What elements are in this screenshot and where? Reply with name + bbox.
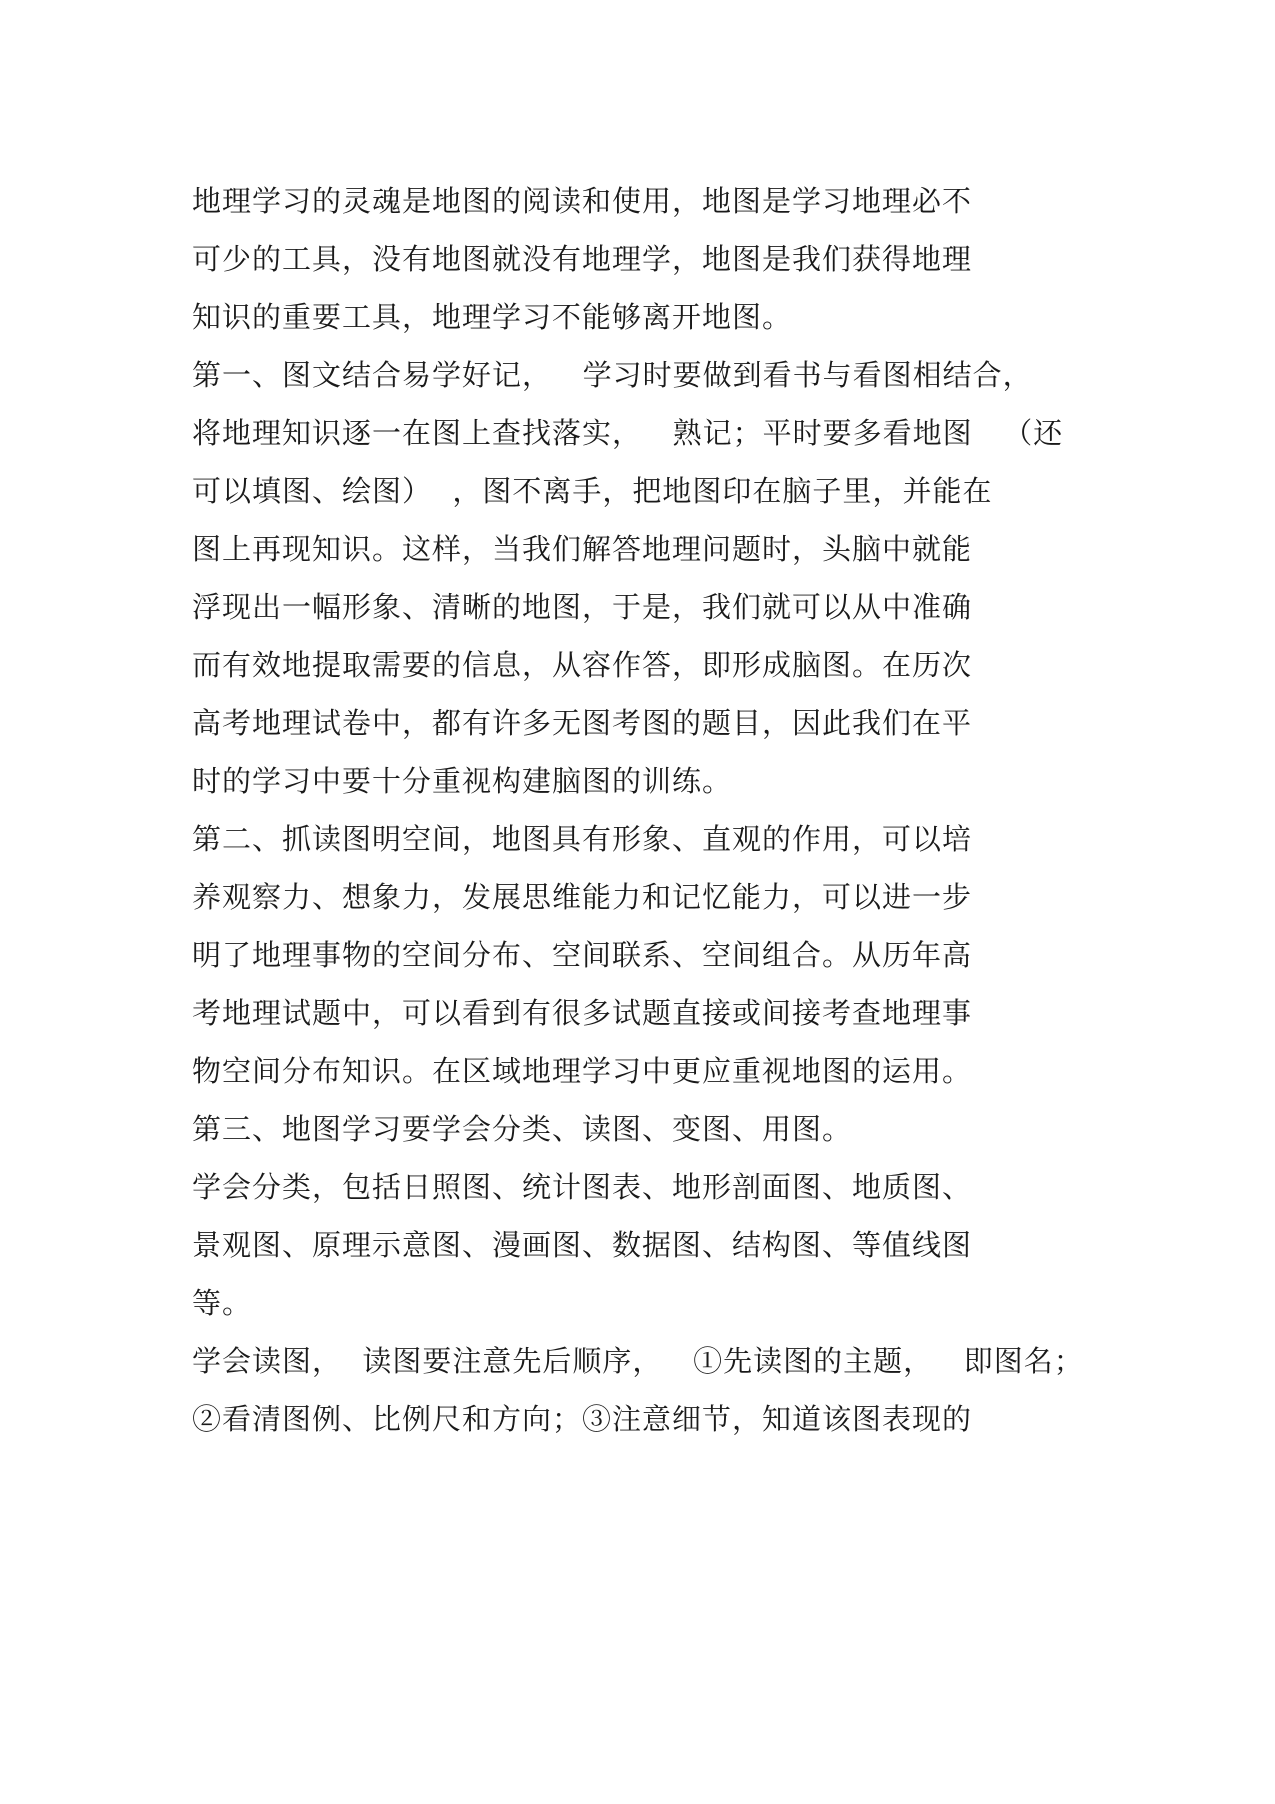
text-line: 第一、图文结合易学好记， 学习时要做到看书与看图相结合，	[192, 358, 1033, 392]
text-line: 时的学习中要十分重视构建脑图的训练。	[192, 764, 733, 798]
text-line: 可少的工具，没有地图就没有地理学，地图是我们获得地理	[192, 242, 973, 276]
text-line: 景观图、原理示意图、漫画图、数据图、结构图、等值线图	[192, 1228, 973, 1262]
text-line: 学会分类，包括日照图、统计图表、地形剖面图、地质图、	[192, 1170, 973, 1204]
text-line: 图上再现知识。这样，当我们解答地理问题时，头脑中就能	[192, 532, 973, 566]
text-line: 浮现出一幅形象、清晰的地图，于是，我们就可以从中准确	[192, 590, 973, 624]
text-line: ②看清图例、比例尺和方向；③注意细节，知道该图表现的	[192, 1402, 973, 1436]
text-line: 物空间分布知识。在区域地理学习中更应重视地图的运用。	[192, 1054, 973, 1088]
text-line: 而有效地提取需要的信息，从容作答，即形成脑图。在历次	[192, 648, 973, 682]
text-line: 将地理知识逐一在图上查找落实， 熟记；平时要多看地图 （还	[192, 416, 1064, 450]
text-line: 高考地理试卷中，都有许多无图考图的题目，因此我们在平	[192, 706, 973, 740]
text-line: 等。	[192, 1286, 253, 1320]
text-line: 知识的重要工具，地理学习不能够离开地图。	[192, 300, 793, 334]
text-line: 第三、地图学习要学会分类、读图、变图、用图。	[192, 1112, 853, 1146]
text-line: 可以填图、绘图） ，图不离手，把地图印在脑子里，并能在	[192, 474, 993, 508]
text-line: 明了地理事物的空间分布、空间联系、空间组合。从历年高	[192, 938, 973, 972]
text-line: 地理学习的灵魂是地图的阅读和使用，地图是学习地理必不	[192, 184, 973, 218]
text-line: 学会读图， 读图要注意先后顺序， ①先读图的主题， 即图名；	[192, 1344, 1084, 1378]
body-text	[192, 172, 1192, 1448]
text-line: 第二、抓读图明空间，地图具有形象、直观的作用，可以培	[192, 822, 973, 856]
text-line: 考地理试题中，可以看到有很多试题直接或间接考查地理事	[192, 996, 973, 1030]
text-line: 养观察力、想象力，发展思维能力和记忆能力，可以进一步	[192, 880, 973, 914]
